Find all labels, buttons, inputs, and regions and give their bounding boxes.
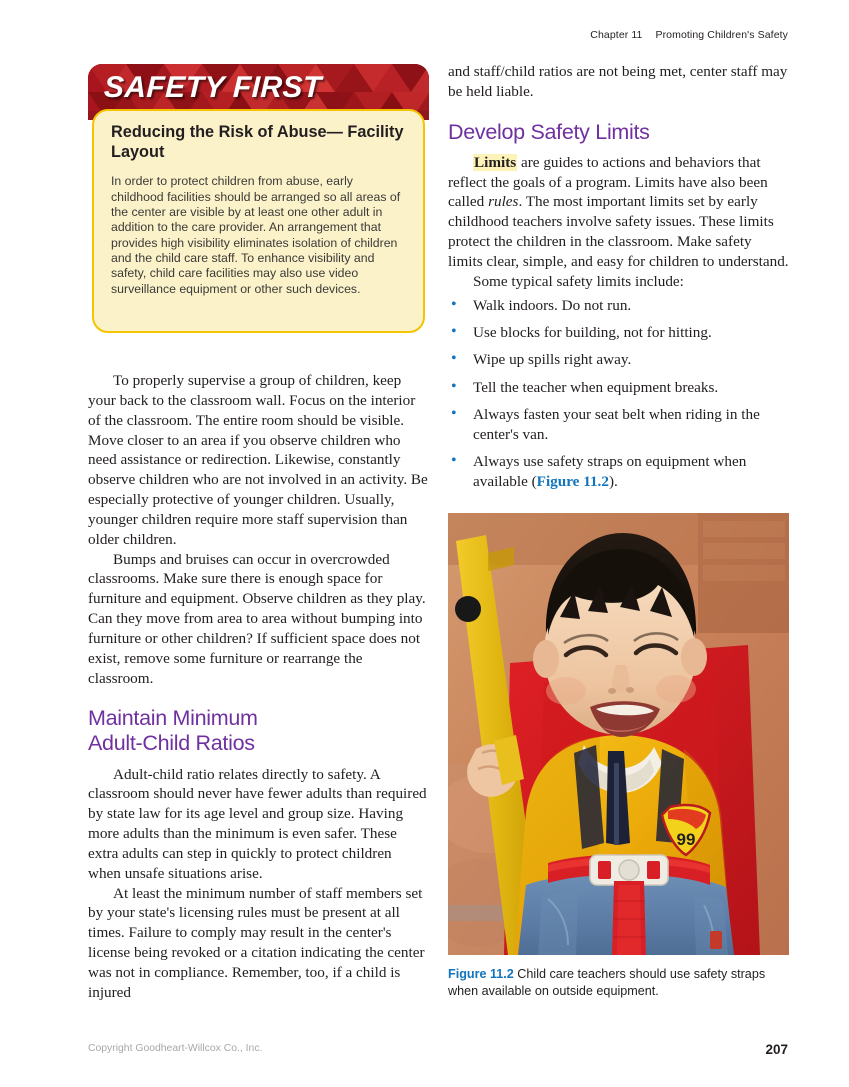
limits-text-a: are guides to actions and behaviors that reflect the goals of a program. Limits have also been called	[448, 153, 768, 211]
figure-caption	[448, 966, 789, 999]
right-continuation-paragraph: and staff/child ratios are not being met, center staff may be held liable.	[448, 63, 788, 100]
heading-line-2: Adult-Child Ratios	[88, 730, 255, 755]
left-paragraph-4: At least the minimum number of staff members set by your state's licensing rules must be present at all times. Failure to comply may result in the center's license being revoked or a citation indicating the center was not in compliance. Remember, too, if a child is injured	[88, 884, 425, 1001]
left-paragraph-3: Adult-child ratio relates directly to safety. A classroom should never have fewer adults than required by state law for its age level and group size. Having more adults than the minimum is even safer. These extra adults can step in quickly to protect children when unsafe situations arise.	[88, 765, 427, 882]
safety-first-heading: Reducing the Risk of Abuse— Facility Layout	[111, 123, 404, 161]
heading-line-1: Maintain Minimum	[88, 705, 258, 730]
figure-caption-label: Figure 11.2	[448, 967, 514, 981]
figure-reference-link[interactable]: Figure 11.2	[536, 473, 609, 490]
list-item: • Wipe up spills right away.	[448, 350, 789, 370]
figure-11-2	[448, 513, 789, 999]
safety-first-box	[88, 64, 429, 333]
safety-first-body-text: In order to protect children from abuse, early childhood facilities should be arranged so all areas of the center are visible by at least one other adult in addition to the care provider. An arrangement that provides high visibility eliminates isolation of children and the child care staff. To enhance visibility and safety, child care facilities may also use video surveillance equipment or other such devices.	[111, 174, 401, 296]
limits-text-b: . The most important limits set by early childhood teachers involve safety issues. These limits protect the children in the classroom. Make safety limits clear, simple, and easy for children to understand.	[448, 193, 789, 270]
running-head-title: Promoting Children's Safety	[655, 29, 788, 41]
running-head	[590, 29, 788, 41]
list-item-text-before: Always use safety straps on equipment when available (	[473, 453, 747, 490]
left-paragraph-1: To properly supervise a group of children, keep your back to the classroom wall. Focus on the interior of the classroom. The entire room should be visible. Move closer to an area if you observe children who need assistance or redirection. Likewise, constantly observe children who are not involved in an activity. Be especially protective of younger children. Usually, younger children require more staff supervision than older children.	[88, 372, 428, 548]
limits-italic-rules: rules	[488, 193, 519, 211]
svg-text:99: 99	[676, 830, 696, 849]
list-item	[448, 452, 789, 492]
list-item: • Walk indoors. Do not run.	[448, 296, 789, 316]
safety-first-content	[92, 109, 425, 333]
figure-photo	[448, 513, 789, 955]
left-column	[88, 371, 428, 1003]
heading-develop-safety-limits: Develop Safety Limits	[448, 119, 650, 144]
safety-first-title: SAFETY FIRST	[103, 71, 323, 104]
running-head-chapter: Chapter 11	[590, 29, 643, 41]
list-item-text-after: ).	[608, 473, 618, 490]
glossary-term-limits: Limits	[474, 153, 517, 171]
safety-limits-list	[448, 296, 789, 492]
heading-maintain-minimum-adult-child-ratios	[88, 706, 428, 756]
right-paragraph-limits	[448, 153, 789, 272]
child-in-swing-photo	[448, 513, 789, 955]
right-paragraph-intro-list: Some typical safety limits include:	[473, 272, 684, 290]
left-paragraph-2: Bumps and bruises can occur in overcrowded classrooms. Make sure there is enough space for furniture and equipment. Observe children as they play. Can they move from area to area without bumping into furniture or other children? If sufficient space does not exist, remove some furniture or rearrange the classroom.	[88, 550, 426, 687]
list-item: • Always fasten your seat belt when riding in the center's van.	[448, 405, 789, 445]
figure-caption-text: Child care teachers should use safety straps when available on outside equipment.	[448, 967, 766, 998]
page-number: 207	[765, 1042, 788, 1057]
list-item: • Use blocks for building, not for hitting.	[448, 323, 789, 343]
right-column	[448, 62, 789, 499]
footer-copyright: Copyright Goodheart-Willcox Co., Inc.	[88, 1043, 263, 1054]
list-item: • Tell the teacher when equipment breaks.	[448, 378, 789, 398]
